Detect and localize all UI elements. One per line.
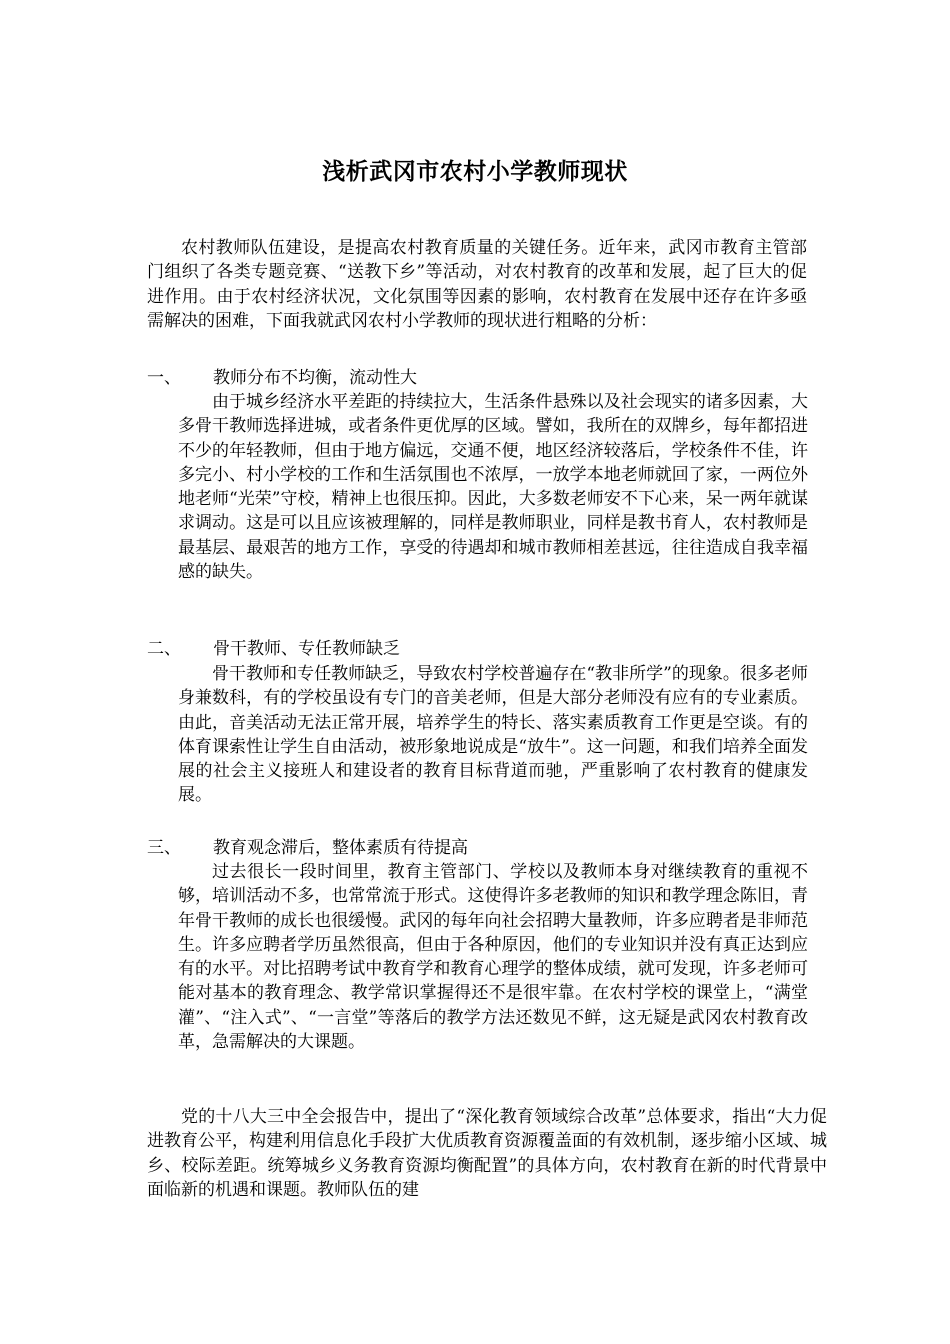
section-number-3: 三、 — [147, 838, 181, 858]
section-body-1: 由于城乡经济水平差距的持续拉大，生活条件悬殊以及社会现实的诸多因素，大多骨干教师选择进城，或者条件更优厚的区域。譬如，我所在的双牌乡，每年都招进不少的年轻教师，但由于地方偏远，交通不便，地区经济较落后，学校条件不佳，许多完小、村小学校的工作和生活氛围也不浓厚，一放学本地老师就回了家，一两位外地老师“光荣”守校，精神上也很压抑。因此，大多数老师安不下心来，呆一两年就谋求调动。这是可以且应该被理解的，同样是教师职业，同样是教书育人，农村教师是最基层、最艰苦的地方工作，享受的待遇却和城市教师相差甚远，往往造成自我幸福感的缺失。 — [178, 392, 808, 583]
section-body-3: 过去很长一段时间里，教育主管部门、学校以及教师本身对继续教育的重视不够，培训活动不多，也常常流于形式。这使得许多老教师的知识和教学理念陈旧，青年骨干教师的成长也很缓慢。武冈的每年向社会招聘大量教师，许多应聘者是非师范生。许多应聘者学历虽然很高，但由于各种原因，他们的专业知识并没有真正达到应有的水平。对比招聘考试中教育学和教育心理学的整体成绩，就可发现，许多老师可能对基本的教育理念、教学常识掌握得还不是很牢靠。在农村学校的课堂上，“满堂灌”、“注入式”、“一言堂”等落后的教学方法还数见不鲜，这无疑是武冈农村教育改革，急需解决的大课题。 — [178, 862, 808, 1053]
section-number-2: 二、 — [147, 639, 181, 659]
document-title: 浅析武冈市农村小学教师现状 — [322, 158, 628, 185]
section-number-1: 一、 — [147, 368, 181, 388]
intro-paragraph: 农村教师队伍建设，是提高农村教育质量的关键任务。近年来，武冈市教育主管部门组织了各类专题竞赛、“送教下乡”等活动，对农村教育的改革和发展，起了巨大的促进作用。由于农村经济状况，文化氛围等因素的影响，农村教育在发展中还存在许多亟需解决的困难，下面我就武冈农村小学教师的现状进行粗略的分析： — [147, 238, 807, 331]
section-heading-text-2: 骨干教师、专任教师缺乏 — [213, 639, 400, 659]
section-heading-2 — [147, 637, 400, 661]
section-body-2: 骨干教师和专任教师缺乏，导致农村学校普遍存在“教非所学”的现象。很多老师身兼数科，有的学校虽设有专门的音美老师，但是大部分老师没有应有的专业素质。由此，音美活动无法正常开展，培养学生的特长、落实素质教育工作更是空谈。有的体育课索性让学生自由活动，被形象地说成是“放牛”。这一问题，和我们培养全面发展的社会主义接班人和建设者的教育目标背道而驰，严重影响了农村教育的健康发展。 — [178, 664, 808, 806]
section-heading-3 — [147, 836, 468, 860]
section-heading-text-3: 教育观念滞后，整体素质有待提高 — [213, 838, 468, 858]
section-heading-1 — [147, 366, 417, 390]
section-heading-text-1: 教师分布不均衡，流动性大 — [213, 368, 417, 388]
closing-paragraph: 党的十八大三中全会报告中，提出了“深化教育领域综合改革”总体要求，指出“大力促进教育公平，构建利用信息化手段扩大优质教育资源覆盖面的有效机制，逐步缩小区域、城乡、校际差距。统筹城乡义务教育资源均衡配置”的具体方向，农村教育在新的时代背景中面临新的机遇和课题。教师队伍的建 — [147, 1107, 827, 1200]
